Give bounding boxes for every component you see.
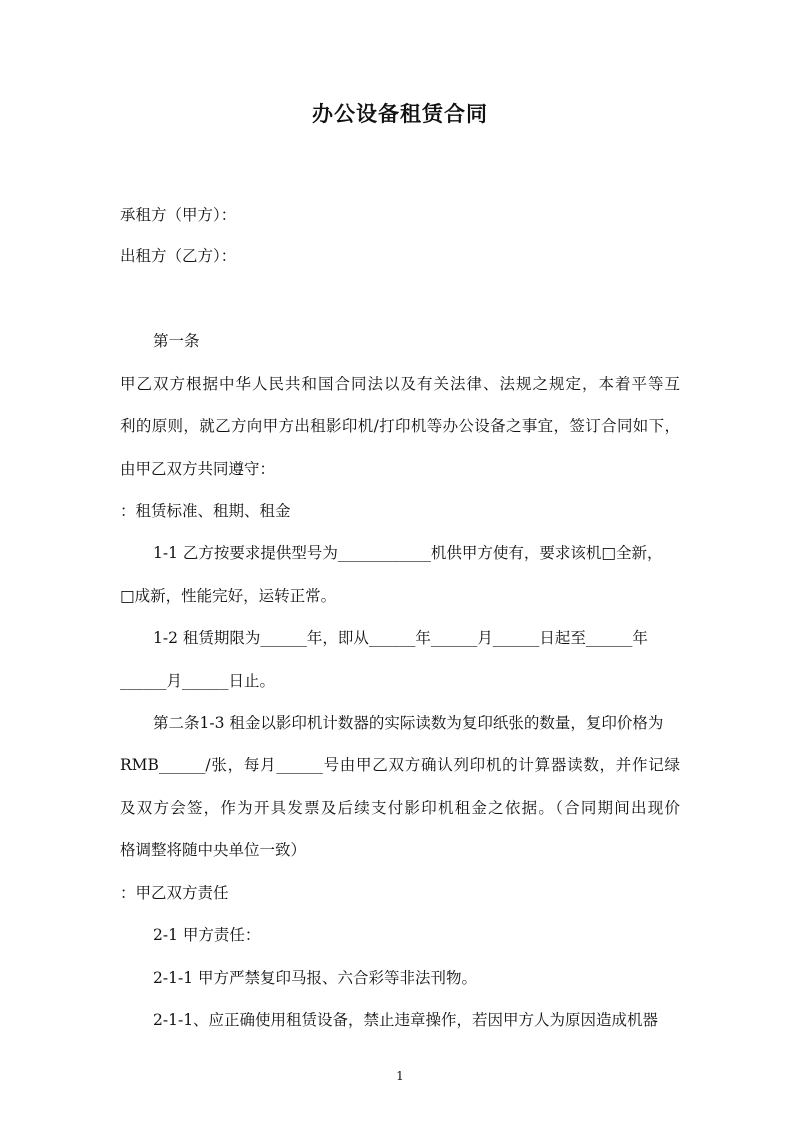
document-title: 办公设备租赁合同 — [312, 101, 488, 126]
lessee-line: 承租方（甲方）： — [120, 206, 237, 224]
clause-line: 及双方会签，作为开具发票及后续支付影印机租金之依据。（合同期间出现价 — [120, 799, 680, 817]
clause-line: 1-1 乙方按要求提供型号为____________机供甲方使有，要求该机□全新， — [153, 544, 663, 562]
clause-line: 2-1-1 甲方严禁复印马报、六合彩等非法刊物。 — [153, 969, 477, 987]
paragraph-line: 由甲乙双方共同遵守： — [120, 460, 276, 478]
paragraph-line: 甲乙双方根据中华人民共和国合同法以及有关法律、法规之规定，本着平等互 — [120, 375, 680, 393]
clause-line: □成新，性能完好，运转正常。 — [120, 587, 337, 605]
clause-line: 2-1-1、应正确使用租赁设备，禁止违章操作，若因甲方人为原因造成机器 — [153, 1011, 659, 1029]
clause-line: ______月______日止。 — [120, 672, 276, 690]
clause-line: 1-2 租赁期限为______年，即从______年______月______日起至______年 — [153, 629, 648, 647]
section-heading: ：租赁标准、租期、租金 — [120, 502, 291, 520]
lessor-line: 出租方（乙方）： — [120, 247, 237, 265]
page-number: 1 — [396, 1069, 404, 1083]
clause-line: 2-1 甲方责任： — [153, 926, 261, 944]
section-heading: ：甲乙双方责任 — [120, 884, 229, 902]
clause-line: 第二条1-3 租金以影印机计数器的实际读数为复印纸张的数量，复印价格为 — [153, 714, 664, 732]
clause-line: 格调整将随中央单位一致） — [120, 841, 307, 859]
article-one-heading: 第一条 — [153, 332, 200, 350]
paragraph-line: 利的原则，就乙方向甲方出租影印机/打印机等办公设备之事宜，签订合同如下， — [120, 417, 680, 435]
clause-line: RMB______/张，每月______号由甲乙双方确认列印机的计算器读数，并作记绿 — [120, 756, 680, 774]
